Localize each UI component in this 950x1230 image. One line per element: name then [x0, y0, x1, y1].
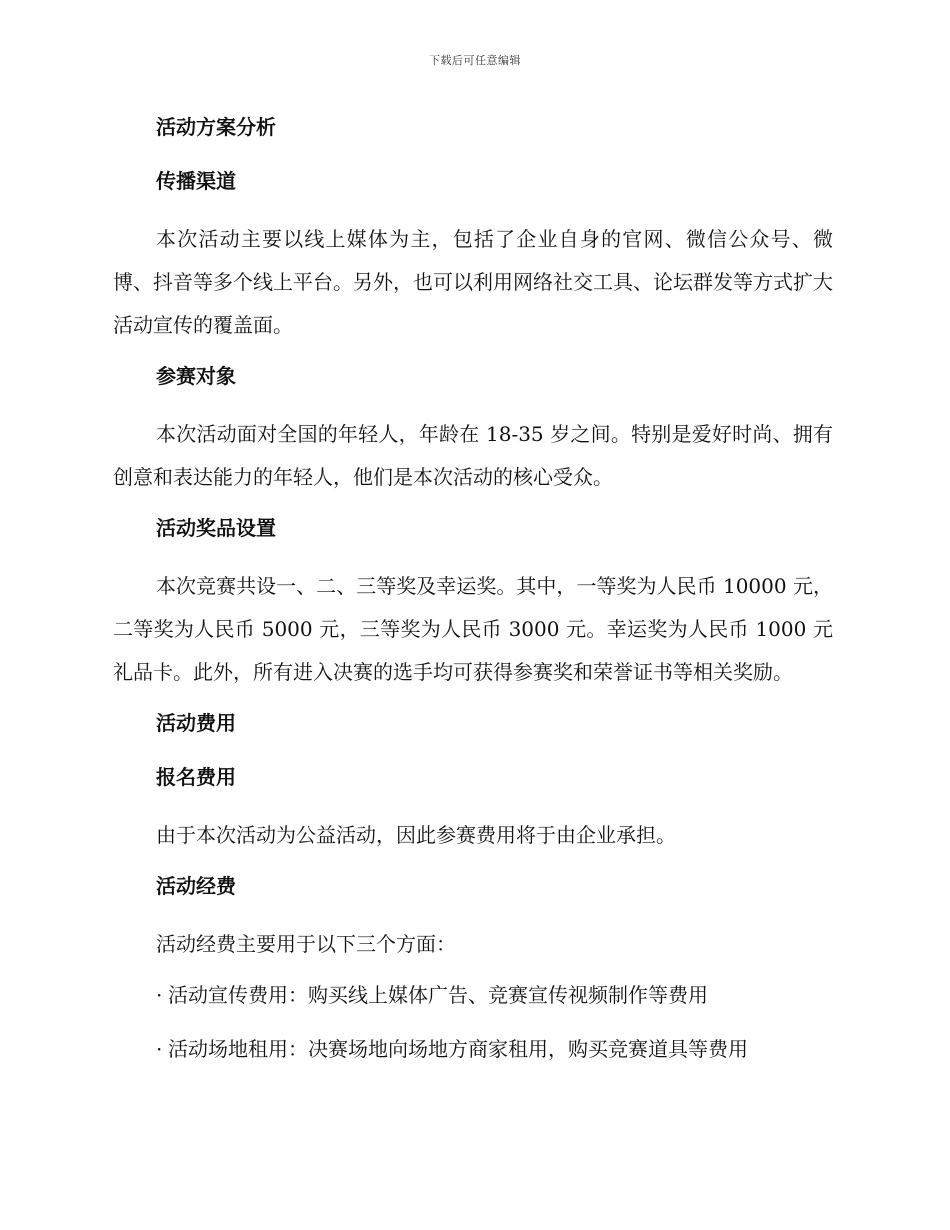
paragraph-prizes: 本次竞赛共设一、二、三等奖及幸运奖。其中，一等奖为人民币 10000 元，二等奖为人民币 5000 元，三等奖为人民币 3000 元。幸运奖为人民币 1000 元礼品卡。此外，所有进入决赛的选手均可获得参赛奖和荣誉证书等相关奖励。 — [113, 574, 833, 684]
heading-funding: 活动经费 — [156, 874, 236, 898]
paragraph-funding-intro: 活动经费主要用于以下三个方面： — [156, 932, 456, 956]
bullet-icon: · — [156, 1037, 163, 1061]
paragraph-channels: 本次活动主要以线上媒体为主，包括了企业自身的官网、微信公众号、微博、抖音等多个线上平台。另外，也可以利用网络社交工具、论坛群发等方式扩大活动宣传的覆盖面。 — [113, 227, 833, 337]
heading-registration: 报名费用 — [156, 765, 236, 789]
list-item-funding-2 — [113, 1032, 833, 1066]
heading-participants: 参赛对象 — [156, 364, 236, 388]
paragraph-participants: 本次活动面对全国的年轻人，年龄在 18-35 岁之间。特别是爱好时尚、拥有创意和表达能力的年轻人，他们是本次活动的核心受众。 — [113, 422, 833, 489]
list-item-funding-1 — [113, 978, 833, 1012]
bullet-icon: · — [156, 983, 163, 1007]
heading-prizes: 活动奖品设置 — [156, 516, 276, 540]
paragraph-registration: 由于本次活动为公益活动，因此参赛费用将于由企业承担。 — [156, 823, 676, 847]
heading-costs: 活动费用 — [156, 711, 236, 735]
list-item-text: 活动场地租用：决赛场地向场地方商家租用，购买竞赛道具等费用 — [168, 1037, 748, 1061]
heading-channels: 传播渠道 — [156, 169, 236, 193]
section-title: 活动方案分析 — [156, 115, 276, 139]
list-item-text: 活动宣传费用：购买线上媒体广告、竞赛宣传视频制作等费用 — [168, 983, 708, 1007]
document-body — [113, 110, 833, 1086]
page-header-note: 下载后可任意编辑 — [429, 54, 521, 67]
